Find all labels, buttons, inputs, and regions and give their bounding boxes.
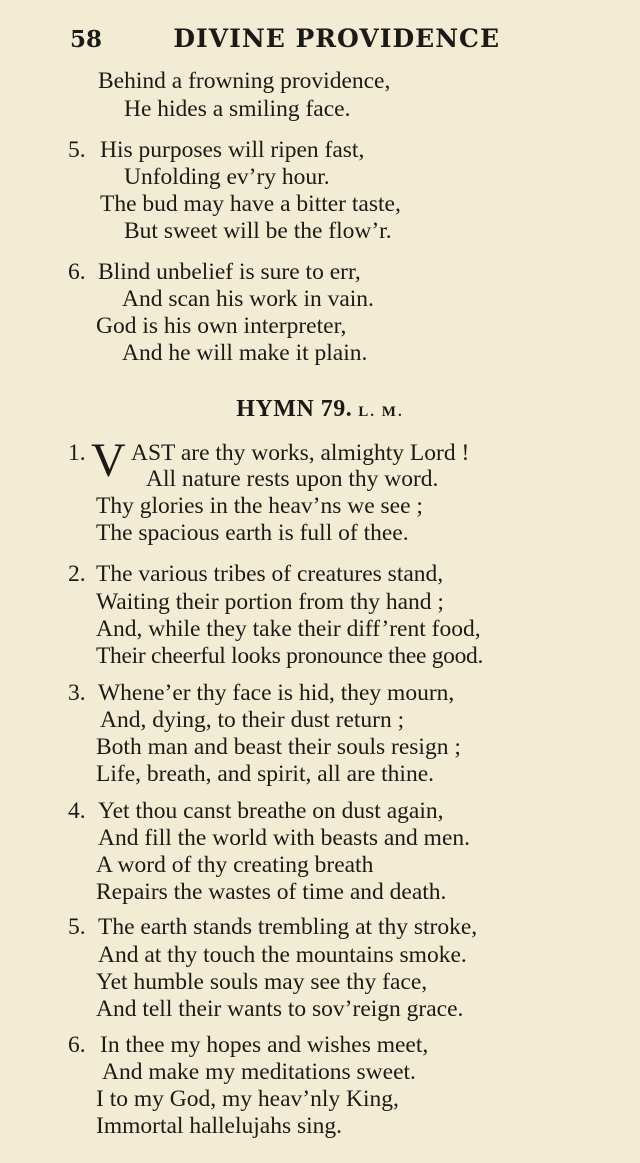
running-title: DIVINE PROVIDENCE (173, 24, 500, 53)
hymn-number: HYMN 79. (236, 396, 353, 422)
verse-line: And scan his work in vain. (122, 286, 374, 312)
verse-line: Thy glories in the heav’ns we see ; (96, 493, 423, 519)
stanza-number: 6. (68, 259, 86, 285)
verse-line: And, while they take their diff’rent food, (96, 616, 481, 642)
verse-line: The earth stands trembling at thy stroke, (98, 914, 478, 940)
stanza-number: 1. (68, 440, 86, 466)
verse-line: Repairs the wastes of time and death. (96, 879, 447, 905)
verse-line: Life, breath, and spirit, all are thine. (96, 761, 435, 787)
verse-line: Behind a frowning providence, (98, 68, 391, 94)
verse-line: Blind unbelief is sure to err, (98, 259, 361, 285)
verse-line: The various tribes of creatures stand, (96, 561, 444, 587)
verse-line: Waiting their portion from thy hand ; (96, 589, 444, 615)
verse-line: Yet thou canst breathe on dust again, (98, 798, 444, 824)
verse-line: And fill the world with beasts and men. (98, 825, 471, 851)
verse-line: All nature rests upon thy word. (146, 466, 439, 492)
verse-line: His purposes will ripen fast, (100, 137, 365, 163)
verse-line: A word of thy creating breath (96, 852, 374, 878)
stanza-number: 2. (68, 561, 86, 587)
verse-line: But sweet will be the flow’r. (124, 218, 392, 244)
verse-line: The bud may have a bitter taste, (100, 191, 401, 217)
verse-line: He hides a smiling face. (124, 96, 351, 122)
verse-line: The spacious earth is full of thee. (96, 520, 409, 546)
hymn-meter: L. M. (358, 404, 404, 420)
verse-line: And tell their wants to sov’reign grace. (96, 996, 464, 1022)
verse-line: Their cheerful looks pronounce thee good. (96, 643, 484, 669)
stanza-number: 5. (68, 137, 86, 163)
verse-line: Whene’er thy face is hid, they mourn, (98, 680, 455, 706)
verse-line: And at thy touch the mountains smoke. (98, 942, 467, 968)
stanza-number: 6. (68, 1032, 86, 1058)
verse-line: God is his own interpreter, (96, 313, 347, 339)
verse-line: And make my meditations sweet. (102, 1059, 416, 1085)
verse-line: I to my God, my heav’nly King, (96, 1086, 399, 1112)
verse-line: And, dying, to their dust return ; (100, 707, 405, 733)
verse-line: AST are thy works, almighty Lord ! (131, 440, 470, 466)
verse-line: And he will make it plain. (122, 340, 368, 366)
verse-line: In thee my hopes and wishes meet, (100, 1032, 429, 1058)
stanza-number: 5. (68, 914, 86, 940)
hymn-title (0, 396, 640, 423)
page-number: 58 (70, 26, 103, 53)
stanza-number: 3. (68, 680, 86, 706)
verse-line: Both man and beast their souls resign ; (96, 734, 461, 760)
page-header (70, 24, 500, 58)
verse-line: Immortal hallelujahs sing. (96, 1113, 343, 1139)
verse-line: Yet humble souls may see thy face, (96, 969, 428, 995)
drop-cap: V (91, 434, 126, 487)
verse-line: Unfolding ev’ry hour. (124, 164, 330, 190)
stanza-number: 4. (68, 798, 86, 824)
